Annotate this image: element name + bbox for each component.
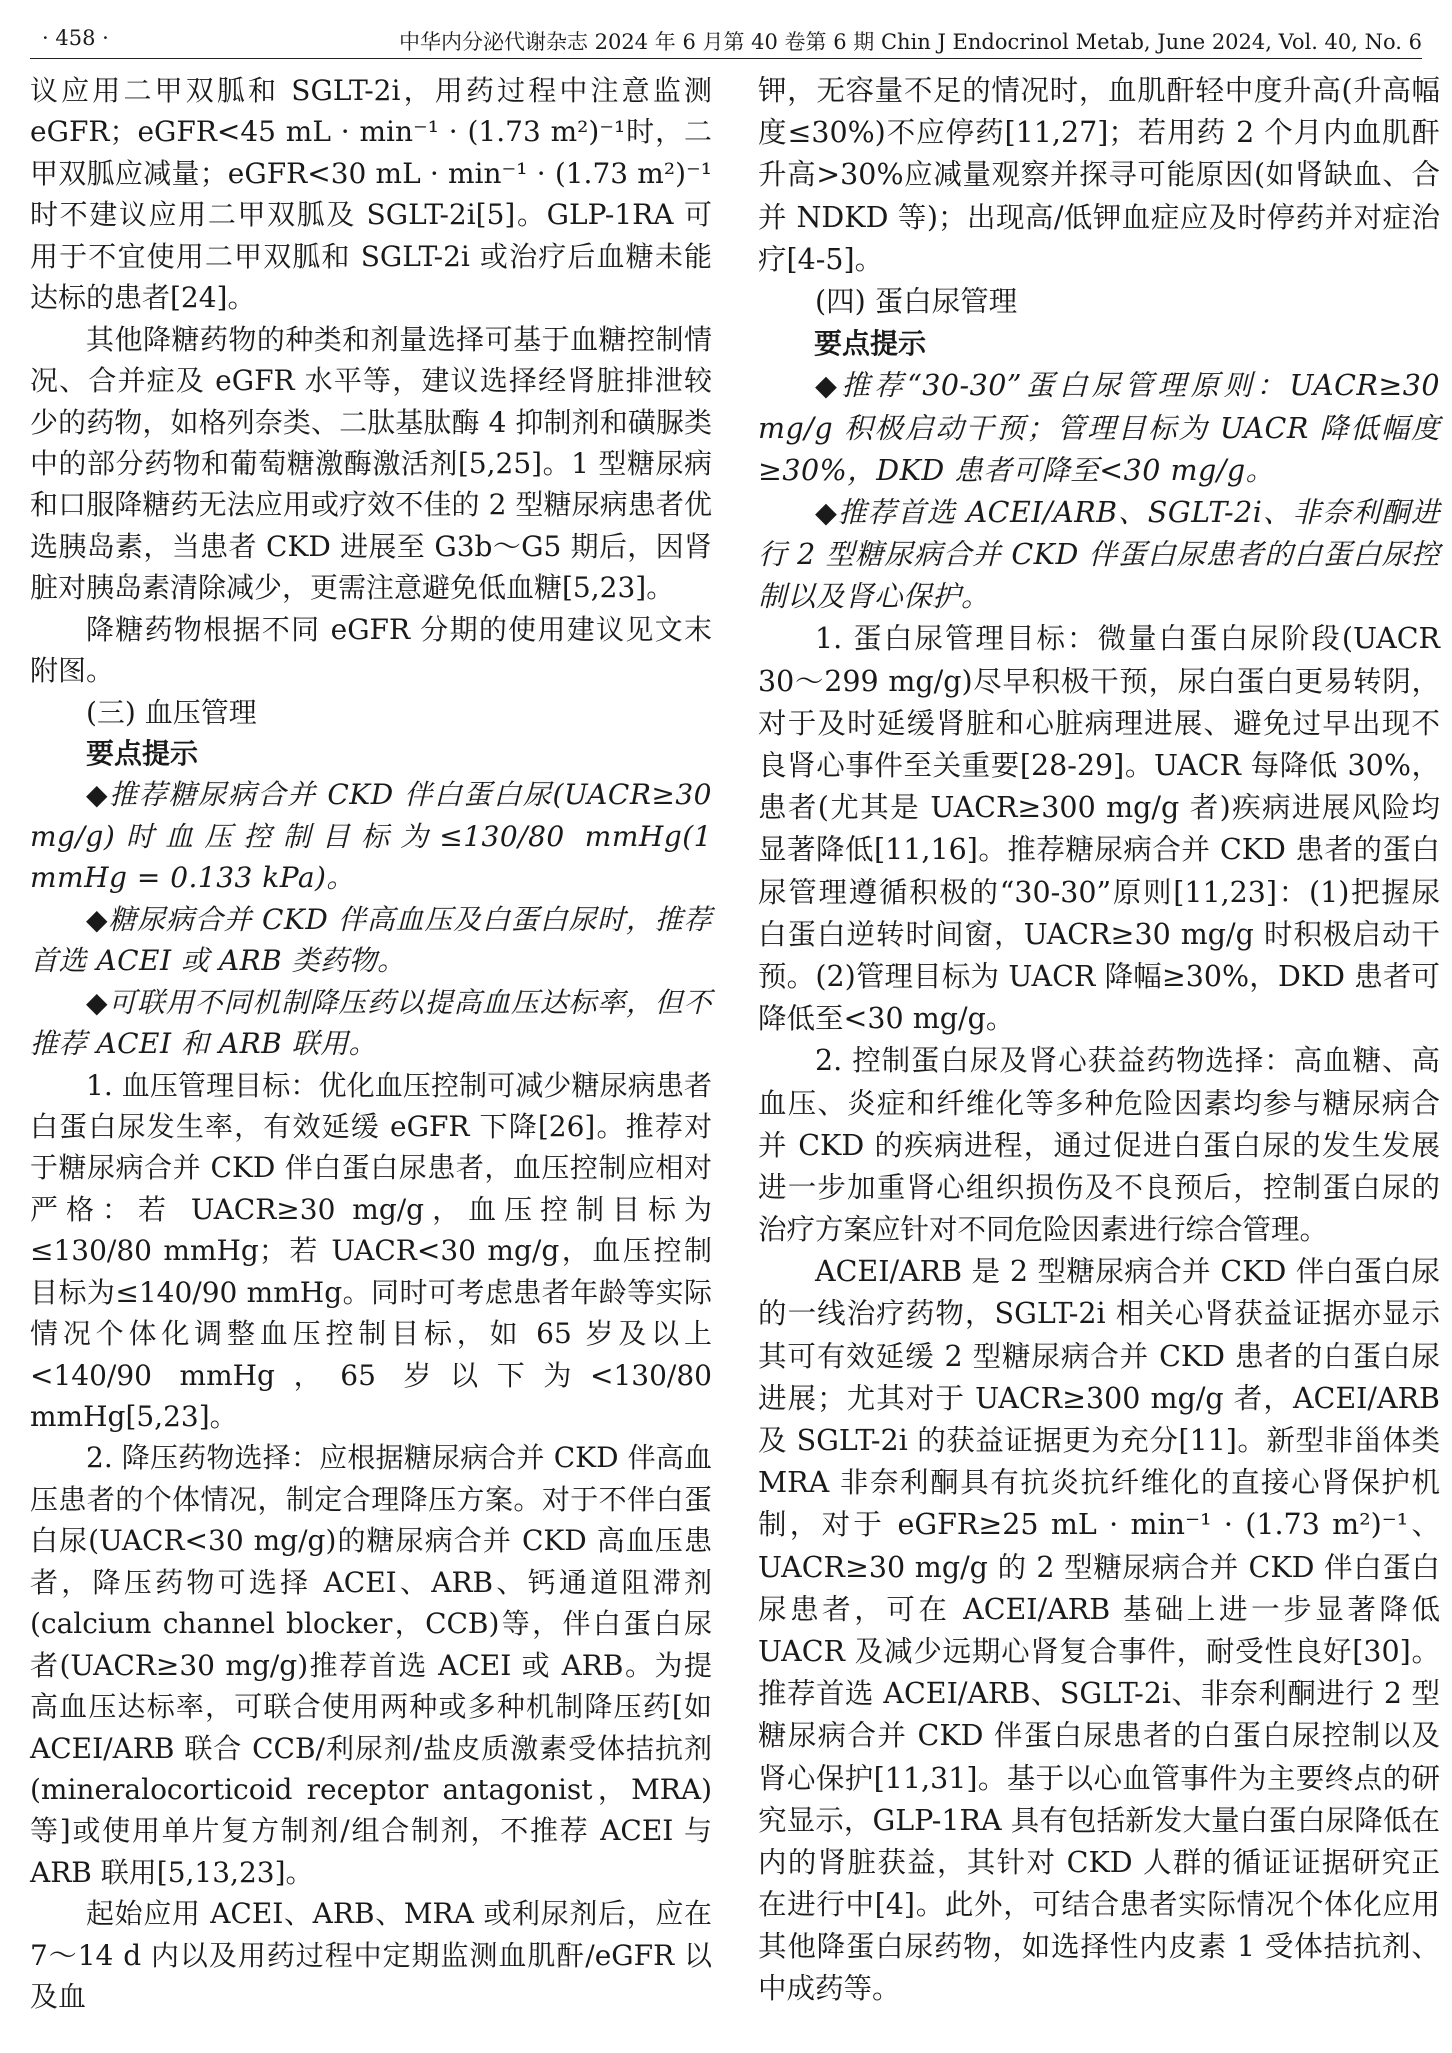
body-paragraph: 2. 降压药物选择：应根据糖尿病合并 CKD 伴高血压患者的个体情况，制定合理降压方案。对于不伴白蛋白尿(UACR<30 mg/g)的糖尿病合并 CKD 高血压患者，降压药物可选择 ACEI、ARB、钙通道阻滞剂(calcium channel blocker，CCB)等，伴白蛋白尿者(UACR≥30 mg/g)推荐首选 ACEI 或 ARB。为提高血压达标率，可联合使用两种或多种机制降压药[如 ACEI/ARB 联合 CCB/利尿剂/盐皮质激素受体拮抗剂(mineralocorticoid receptor antagonist，MRA)等]或使用单片复方制剂/组合制剂，不推荐 ACEI 与 ARB 联用[5,13,23]。: [30, 1441, 712, 1889]
body-paragraph: 2. 控制蛋白尿及肾心获益药物选择：高血糖、高血压、炎症和纤维化等多种危险因素均参与糖尿病合并 CKD 的疾病进程，通过促进白蛋白尿的发生发展进一步加重肾心组织损伤及不良预后，控制蛋白尿的治疗方案应针对不同危险因素进行综合管理。: [758, 1044, 1440, 1247]
right-column: [758, 70, 1440, 2011]
paragraph-continued: 钾，无容量不足的情况时，血肌酐轻中度升高(升高幅度≤30%)不应停药[11,27]；若用药 2 个月内血肌酐升高>30%应减量观察并探寻可能原因(如肾缺血、合并 NDKD 等)；出现高/低钾血症应及时停药并对症治疗[4-5]。: [758, 74, 1440, 276]
key-point-bullet: ◆推荐“30-30”蛋白尿管理原则：UACR≥30 mg/g 积极启动干预；管理目标为 UACR 降低幅度≥30%，DKD 患者可降至<30 mg/g。: [758, 369, 1440, 487]
body-paragraph: 降糖药物根据不同 eGFR 分期的使用建议见文末附图。: [30, 612, 712, 688]
header-rule: [30, 58, 1422, 59]
left-column: [30, 70, 712, 2018]
body-paragraph: 起始应用 ACEI、ARB、MRA 或利尿剂后，应在 7～14 d 内以及用药过程中定期监测血肌酐/eGFR 以及血: [30, 1897, 712, 2014]
body-paragraph: 1. 蛋白尿管理目标：微量白蛋白尿阶段(UACR 30～299 mg/g)尽早积极干预，尿白蛋白更易转阴，对于及时延缓肾脏和心脏病理进展、避免过早出现不良肾心事件至关重要[28-29]。UACR 每降低 30%，患者(尤其是 UACR≥300 mg/g 者)疾病进展风险均显著降低[11,16]。推荐糖尿病合并 CKD 患者的蛋白尿管理遵循积极的“30-30”原则[11,23]：(1)把握尿白蛋白逆转时间窗，UACR≥30 mg/g 时积极启动干预。(2)管理目标为 UACR 降幅≥30%，DKD 患者可降低至<30 mg/g。: [758, 622, 1440, 1036]
body-paragraph: 其他降糖药物的种类和剂量选择可基于血糖控制情况、合并症及 eGFR 水平等，建议选择经肾脏排泄较少的药物，如格列奈类、二肽基肽酶 4 抑制剂和磺脲类中的部分药物和葡萄糖激酶激活剂[5,25]。1 型糖尿病和口服降糖药无法应用或疗效不佳的 2 型糖尿病患者优选胰岛素，当患者 CKD 进展至 G3b～G5 期后，因肾脏对胰岛素清除减少，更需注意避免低血糖[5,23]。: [30, 322, 712, 605]
key-point-bullet: ◆可联用不同机制降压药以提高血压达标率，但不推荐 ACEI 和 ARB 联用。: [30, 985, 712, 1061]
key-point-bullet: ◆糖尿病合并 CKD 伴高血压及白蛋白尿时，推荐首选 ACEI 或 ARB 类药物。: [30, 902, 712, 978]
section-heading: (四) 蛋白尿管理: [815, 284, 1018, 318]
paragraph-continued: 议应用二甲双胍和 SGLT-2i，用药过程中注意监测 eGFR；eGFR<45 mL · min⁻¹ · (1.73 m²)⁻¹时，二甲双胍应减量；eGFR<30 mL · min⁻¹ · (1.73 m²)⁻¹时不建议应用二甲双胍及 SGLT-2i[5]。GLP-1RA 可用于不宜使用二甲双胍和 SGLT-2i 或治疗后血糖未能达标的患者[24]。: [30, 74, 712, 315]
body-paragraph: 1. 血压管理目标：优化血压控制可减少糖尿病患者白蛋白尿发生率，有效延缓 eGFR 下降[26]。推荐对于糖尿病合并 CKD 伴白蛋白尿患者，血压控制应相对严格：若 UACR≥30 mg/g，血压控制目标为≤130/80 mmHg；若 UACR<30 mg/g，血压控制目标为≤140/90 mmHg。同时可考虑患者年龄等实际情况个体化调整血压控制目标，如 65 岁及以上<140/90 mmHg，65 岁以下为<130/80 mmHg[5,23]。: [30, 1068, 712, 1433]
key-points-heading: 要点提示: [814, 327, 927, 361]
section-heading: (三) 血压管理: [86, 695, 257, 729]
key-points-heading: 要点提示: [86, 737, 199, 770]
key-point-bullet: ◆推荐首选 ACEI/ARB、SGLT-2i、非奈利酮进行 2 型糖尿病合并 CKD 伴蛋白尿患者的白蛋白尿控制以及肾心保护。: [758, 495, 1440, 614]
journal-citation: 中华内分泌代谢杂志 2024 年 6 月第 40 卷第 6 期 Chin J Endocrinol Metab, June 2024, Vol. 40, No. 6: [398, 30, 1422, 54]
running-header: [30, 18, 1422, 58]
page-number: · 458 ·: [42, 26, 109, 50]
body-paragraph: ACEI/ARB 是 2 型糖尿病合并 CKD 伴白蛋白尿的一线治疗药物，SGLT-2i 相关心肾获益证据亦显示其可有效延缓 2 型糖尿病合并 CKD 患者的白蛋白尿进展；尤其对于 UACR≥300 mg/g 者，ACEI/ARB 及 SGLT-2i 的获益证据更为充分[11]。新型非甾体类 MRA 非奈利酮具有抗炎抗纤维化的直接心肾保护机制，对于 eGFR≥25 mL · min⁻¹ · (1.73 m²)⁻¹、UACR≥30 mg/g 的 2 型糖尿病合并 CKD 伴白蛋白尿患者，可在 ACEI/ARB 基础上进一步显著降低 UACR 及减少远期心肾复合事件，耐受性良好[30]。推荐首选 ACEI/ARB、SGLT-2i、非奈利酮进行 2 型糖尿病合并 CKD 伴蛋白尿患者的白蛋白尿控制以及肾心保护[11,31]。基于以心血管事件为主要终点的研究显示，GLP-1RA 具有包括新发大量白蛋白尿降低在内的肾脏获益，其针对 CKD 人群的循证证据研究正在进行中[4]。此外，可结合患者实际情况个体化应用其他降蛋白尿药物，如选择性内皮素 1 受体拮抗剂、中成药等。: [758, 1255, 1440, 2006]
key-point-bullet: ◆推荐糖尿病合并 CKD 伴白蛋白尿(UACR≥30 mg/g)时血压控制目标为≤130/80 mmHg(1 mmHg = 0.133 kPa)。: [30, 778, 712, 895]
